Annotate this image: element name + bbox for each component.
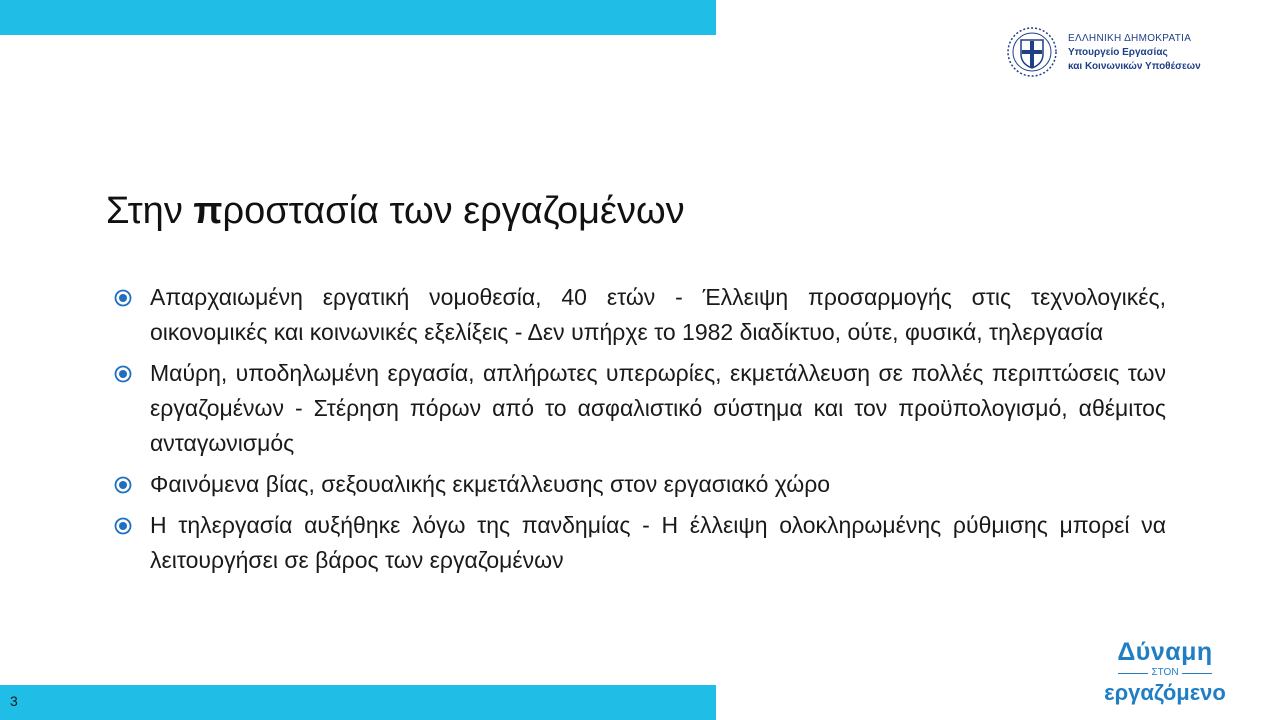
title-bold-letter: π xyxy=(193,190,223,232)
bullet-item xyxy=(110,467,1166,502)
ministry-logo xyxy=(1006,26,1236,82)
slide-title xyxy=(106,190,685,233)
greek-coat-of-arms-icon xyxy=(1006,26,1058,78)
page-number: 3 xyxy=(10,693,18,709)
bullet-list xyxy=(110,280,1166,584)
bullet-item xyxy=(110,280,1166,350)
bullet-text: Μαύρη, υποδηλωμένη εργασία, απλήρωτες υπερωρίες, εκμετάλλευση σε πολλές περιπτώσεις των εργαζομένων - Στέρηση πόρων από το ασφαλιστικό σύστημα και τον προϋπολογισμό, αθέμιτος ανταγωνισμός xyxy=(150,360,1166,456)
title-prefix: Στην xyxy=(106,190,194,232)
campaign-line2: ΣΤΟΝ xyxy=(1100,666,1230,680)
radio-bullet-icon xyxy=(114,289,132,307)
bullet-item xyxy=(110,508,1166,578)
bullet-item xyxy=(110,356,1166,461)
ministry-line3: και Κοινωνικών Υποθέσεων xyxy=(1068,61,1201,72)
bullet-text: Η τηλεργασία αυξήθηκε λόγω της πανδημίας - Η έλλειψη ολοκληρωμένης ρύθμισης μπορεί να λειτουργήσει σε βάρος των εργαζομένων xyxy=(150,512,1166,573)
radio-bullet-icon xyxy=(114,517,132,535)
bottom-accent-bar xyxy=(0,685,716,720)
ministry-name xyxy=(1068,32,1201,74)
ministry-line2: Υπουργείο Εργασίας xyxy=(1068,47,1168,58)
top-accent-bar xyxy=(0,0,716,35)
campaign-logo xyxy=(1100,638,1230,713)
radio-bullet-icon xyxy=(114,365,132,383)
campaign-line1: Δύναμη xyxy=(1117,638,1213,666)
ministry-line1: ΕΛΛΗΝΙΚΗ ΔΗΜΟΚΡΑΤΙΑ xyxy=(1068,33,1192,44)
radio-bullet-icon xyxy=(114,476,132,494)
title-suffix: ροστασία των εργαζομένων xyxy=(222,190,685,232)
bullet-text: Φαινόμενα βίας, σεξουαλικής εκμετάλλευσης στον εργασιακό χώρο xyxy=(150,471,831,497)
bullet-text: Απαρχαιωμένη εργατική νομοθεσία, 40 ετών - Έλλειψη προσαρμογής στις τεχνολογικές, οικονομικές και κοινωνικές εξελίξεις - Δεν υπήρχε το 1982 διαδίκτυο, ούτε, φυσικά, τηλεργασία xyxy=(150,284,1166,345)
campaign-line3: εργαζόμενο xyxy=(1104,680,1226,705)
